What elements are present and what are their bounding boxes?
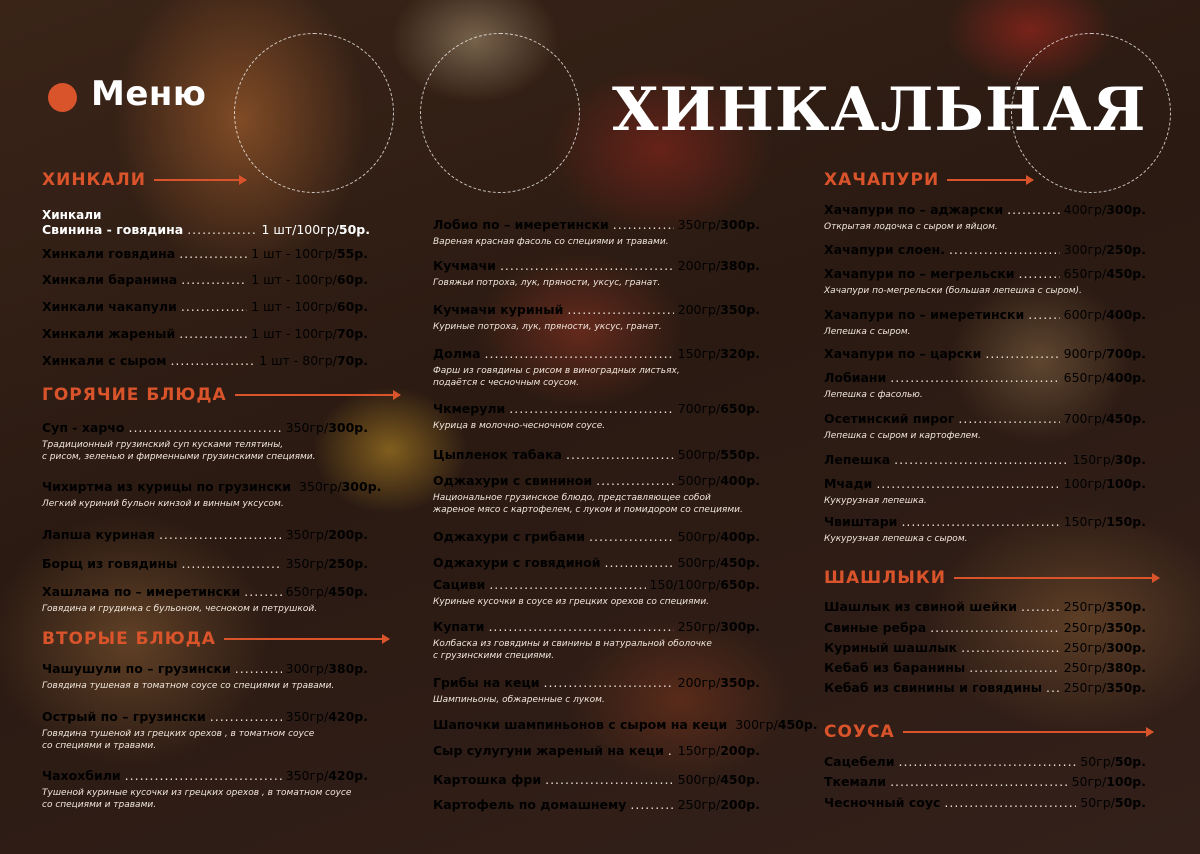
item-price: 420р. <box>328 709 368 724</box>
item-name: Суп - харчо <box>42 420 125 435</box>
menu-item <box>433 217 760 232</box>
item-weight: 650гр/ <box>285 584 329 599</box>
item-weight: 150гр/ <box>1063 514 1107 529</box>
item-weight: 1 шт - 100гр/ <box>251 272 337 287</box>
section-khinkali <box>42 170 246 190</box>
item-weight: 250гр/ <box>1063 660 1107 675</box>
item-price: 380р. <box>328 661 368 676</box>
item-weight: 50гр/ <box>1080 795 1115 810</box>
item-description: Тушеной куриные кусочки из грецких орехов , в томатном соусе <box>42 788 352 798</box>
leader-dots <box>613 217 674 232</box>
item-price: 450р. <box>328 584 368 599</box>
menu-item <box>433 401 760 416</box>
item-name: Цыпленок табака <box>433 447 562 462</box>
item-weight: 1 шт - 100гр/ <box>251 326 337 341</box>
item-description: Говядина тушеная в томатном соусе со специями и травами. <box>42 681 335 691</box>
item-price: 250р. <box>328 556 368 571</box>
menu-item <box>42 420 368 435</box>
item-weight: 50гр/ <box>1080 754 1115 769</box>
item-price: 30р. <box>1114 452 1146 467</box>
menu-item <box>433 447 760 462</box>
item-weight: 650гр/ <box>1063 370 1107 385</box>
menu-item-row <box>42 222 370 237</box>
item-weight: 250гр/ <box>1063 680 1107 695</box>
item-description: Лепешка с фасолью. <box>824 390 923 400</box>
item-description: жареное мясо с картофелем, с луком и помидором со специями. <box>433 505 743 515</box>
item-price: 650р. <box>720 577 760 592</box>
item-price: 250р. <box>1106 242 1146 257</box>
menu-item <box>42 527 368 542</box>
item-name: Хачапури по – имеретински <box>824 307 1025 322</box>
item-weight: 200гр/ <box>677 302 721 317</box>
item-price: 700р. <box>1106 346 1146 361</box>
item-weight: 100гр/ <box>1063 476 1107 491</box>
leader-dots <box>235 661 282 676</box>
item-weight: 500гр/ <box>677 473 721 488</box>
item-price: 450р. <box>1106 411 1146 426</box>
item-description: Говядина и грудинка с бульоном, чесноком и петрушкой. <box>42 604 318 614</box>
item-name: Оджахури с грибами <box>433 529 586 544</box>
leader-dots <box>181 272 247 287</box>
item-description: Куриные кусочки в соусе из грецких орехов со специями. <box>433 597 710 607</box>
menu-item <box>433 717 818 732</box>
section-shashlik <box>824 568 1159 588</box>
decorative-circle <box>234 33 394 193</box>
menu-item <box>433 772 760 787</box>
item-description: Вареная красная фасоль со специями и травами. <box>433 237 669 247</box>
item-name: Мчади <box>824 476 873 491</box>
menu-item <box>42 556 368 571</box>
item-price: 350р. <box>1106 680 1146 695</box>
menu-item <box>433 529 760 544</box>
menu-item <box>824 266 1146 281</box>
item-name: Хачапури слоен. <box>824 242 945 257</box>
menu-title: Меню <box>91 74 207 114</box>
item-description: с грузинскими специями. <box>433 651 555 661</box>
item-name: Оджахури с свининои <box>433 473 593 488</box>
item-price: 50р. <box>338 222 370 237</box>
item-weight: 150гр/ <box>677 743 721 758</box>
item-weight: 1 шт - 100гр/ <box>251 246 337 261</box>
item-name: Хачапури по – мегрельски <box>824 266 1015 281</box>
item-price: 60р. <box>336 299 368 314</box>
item-name: Хачапури по – царски <box>824 346 982 361</box>
leader-dots <box>567 302 673 317</box>
item-weight: 250гр/ <box>677 797 721 812</box>
menu-item <box>824 307 1146 322</box>
leader-dots <box>589 529 674 544</box>
item-price: 320р. <box>720 346 760 361</box>
item-weight: 350гр/ <box>285 768 329 783</box>
item-weight: 400гр/ <box>1063 202 1107 217</box>
menu-item <box>824 680 1146 695</box>
section-title: ХАЧАПУРИ <box>824 170 940 190</box>
brand-title: ХИНКАЛЬНАЯ <box>612 75 1147 145</box>
item-name: Хинкали <box>42 208 102 222</box>
item-price: 300р. <box>328 420 368 435</box>
item-price: 650р. <box>720 401 760 416</box>
item-description: Легкий куриний бульон кинзой и винным уксусом. <box>42 499 284 509</box>
section-second <box>42 629 389 649</box>
item-description: Лепешка с сыром. <box>824 327 911 337</box>
item-name: Борщ из говядины <box>42 556 178 571</box>
item-price: 200р. <box>328 527 368 542</box>
item-weight: 700гр/ <box>1063 411 1107 426</box>
item-price: 400р. <box>720 473 760 488</box>
item-name: Осетинский пирог <box>824 411 955 426</box>
item-weight: 200гр/ <box>677 258 721 273</box>
section-sauces <box>824 722 1153 742</box>
menu-item <box>433 346 760 361</box>
leader-dots <box>1021 599 1060 614</box>
item-name: Оджахури с говядиной <box>433 555 601 570</box>
item-price: 400р. <box>1106 307 1146 322</box>
leader-dots <box>630 797 673 812</box>
menu-item <box>42 584 368 599</box>
item-description: Фарш из говядины с рисом в виноградных листьях, <box>433 366 680 376</box>
menu-item <box>42 709 368 724</box>
menu-item <box>42 768 368 783</box>
menu-item <box>824 660 1146 675</box>
menu-item <box>824 476 1146 491</box>
decorative-circle <box>420 33 580 193</box>
leader-dots <box>894 452 1068 467</box>
item-price: 50р. <box>1114 795 1146 810</box>
menu-item <box>824 599 1146 614</box>
leader-dots <box>181 299 247 314</box>
leader-dots <box>898 754 1076 769</box>
menu-item <box>433 619 760 634</box>
section-hot <box>42 385 400 405</box>
item-price: 350р. <box>720 675 760 690</box>
item-name: Хинкали чакапули <box>42 299 177 314</box>
menu-item <box>824 202 1146 217</box>
leader-dots <box>187 222 257 237</box>
section-khachapuri <box>824 170 1033 190</box>
item-weight: 250гр/ <box>1063 640 1107 655</box>
item-weight: 500гр/ <box>677 772 721 787</box>
item-name: Картофель по домашнему <box>433 797 627 812</box>
menu-item <box>433 555 760 570</box>
item-weight: 600гр/ <box>1063 307 1107 322</box>
leader-dots <box>179 326 247 341</box>
menu-item <box>42 661 368 676</box>
item-description: с рисом, зеленью и фирменными грузинскими специями. <box>42 452 316 462</box>
item-weight: 500гр/ <box>677 555 721 570</box>
menu-item <box>42 272 368 287</box>
item-weight: 300гр/ <box>735 717 778 732</box>
leader-dots <box>596 473 674 488</box>
leader-dots <box>985 346 1059 361</box>
menu-item <box>42 246 368 261</box>
item-price: 70р. <box>336 353 368 368</box>
item-description: Традиционный грузинский суп кусками телятины, <box>42 440 284 450</box>
menu-item <box>824 370 1146 385</box>
arrow-icon <box>224 638 389 640</box>
leader-dots <box>901 514 1059 529</box>
item-name: Сацебели <box>824 754 895 769</box>
item-weight: 150гр/ <box>1072 452 1115 467</box>
item-description: Кукурузная лепешка. <box>824 496 927 506</box>
item-price: 450р. <box>777 717 818 732</box>
leader-dots <box>1046 680 1060 695</box>
leader-dots <box>509 401 673 416</box>
menu-item <box>433 473 760 488</box>
item-weight: 350гр/ <box>285 556 329 571</box>
item-description: Курица в молочно-чесночном соусе. <box>433 421 606 431</box>
item-weight: 350гр/ <box>285 527 329 542</box>
menu-bullet-icon <box>48 83 77 112</box>
item-weight: 500гр/ <box>677 447 721 462</box>
item-price: 450р. <box>720 772 760 787</box>
arrow-icon <box>235 394 400 396</box>
menu-item <box>42 479 382 494</box>
menu-item <box>42 208 370 237</box>
item-description: Говядина тушеной из грецких орехов , в томатном соусе <box>42 729 315 739</box>
item-description: со специями и травами. <box>42 800 157 810</box>
item-weight: 700гр/ <box>677 401 721 416</box>
leader-dots <box>930 620 1059 635</box>
item-weight: 350гр/ <box>285 709 329 724</box>
menu-item <box>824 411 1146 426</box>
item-name: Кебаб из баранины <box>824 660 966 675</box>
leader-dots <box>170 353 255 368</box>
leader-dots <box>244 584 281 599</box>
item-price: 350р. <box>1106 599 1146 614</box>
leader-dots <box>566 447 674 462</box>
item-weight: 1 шт - 100гр/ <box>251 299 337 314</box>
arrow-icon <box>154 179 246 181</box>
item-weight: 250гр/ <box>1063 599 1107 614</box>
item-name: Хачапури по – аджарски <box>824 202 1004 217</box>
item-weight: 350гр/ <box>285 420 329 435</box>
item-weight: 300гр/ <box>285 661 329 676</box>
item-price: 300р. <box>341 479 382 494</box>
item-price: 300р. <box>720 217 760 232</box>
item-price: 350р. <box>1106 620 1146 635</box>
section-title: ХИНКАЛИ <box>42 170 146 190</box>
item-weight: 900гр/ <box>1063 346 1107 361</box>
leader-dots <box>488 619 673 634</box>
item-name: Ткемали <box>824 774 887 789</box>
menu-item <box>824 640 1146 655</box>
menu-item <box>433 797 760 812</box>
leader-dots <box>668 743 674 758</box>
section-title: ВТОРЫЕ БЛЮДА <box>42 629 216 649</box>
item-weight: 350гр/ <box>677 217 721 232</box>
item-weight: 150/100гр/ <box>649 577 721 592</box>
item-name: Грибы на кеци <box>433 675 540 690</box>
menu-item <box>42 299 368 314</box>
item-weight: 300гр/ <box>1063 242 1107 257</box>
item-description: со специями и травами. <box>42 741 157 751</box>
leader-dots <box>210 709 282 724</box>
item-description: Говяжьи потроха, лук, пряности, уксус, гранат. <box>433 278 661 288</box>
item-price: 150р. <box>1106 514 1146 529</box>
item-weight: 200гр/ <box>677 675 721 690</box>
item-weight: 150гр/ <box>677 346 721 361</box>
item-name: Хинкали говядина <box>42 246 176 261</box>
item-price: 100р. <box>1106 774 1146 789</box>
menu-item <box>824 346 1146 361</box>
item-name: Купати <box>433 619 485 634</box>
item-description: подаётся с чесночным соусом. <box>433 378 579 388</box>
menu-item <box>824 514 1146 529</box>
item-price: 400р. <box>1106 370 1146 385</box>
leader-dots <box>489 577 645 592</box>
item-name: Чесночный соус <box>824 795 941 810</box>
item-price: 380р. <box>1106 660 1146 675</box>
item-name: Кучмачи <box>433 258 496 273</box>
item-name: Хинкали с сыром <box>42 353 167 368</box>
item-name: Лепешка <box>824 452 891 467</box>
item-name: Чашушули по – грузински <box>42 661 231 676</box>
leader-dots <box>876 476 1059 491</box>
item-name: Хинкали жареный <box>42 326 176 341</box>
item-price: 420р. <box>328 768 368 783</box>
menu-item <box>433 258 760 273</box>
menu-item <box>433 743 760 758</box>
arrow-icon <box>954 577 1159 579</box>
menu-item <box>433 577 760 592</box>
section-title: СОУСА <box>824 722 895 742</box>
item-name: Лапша куриная <box>42 527 155 542</box>
leader-dots <box>944 795 1076 810</box>
leader-dots <box>500 258 674 273</box>
item-price: 100р. <box>1106 476 1146 491</box>
leader-dots <box>543 675 673 690</box>
menu-item <box>42 353 368 368</box>
item-description: Лепешка с сыром и картофелем. <box>824 431 981 441</box>
item-name: Куриный шашлык <box>824 640 958 655</box>
item-price: 380р. <box>720 258 760 273</box>
item-name: Чкмерули <box>433 401 506 416</box>
menu-item <box>824 620 1146 635</box>
item-name: Хинкали баранина <box>42 272 178 287</box>
item-description: Национальное грузинское блюдо, представляющее собой <box>433 493 711 503</box>
item-name: Лобио по – имеретински <box>433 217 609 232</box>
menu-item <box>824 795 1146 810</box>
item-price: 450р. <box>1106 266 1146 281</box>
item-price: 300р. <box>1106 202 1146 217</box>
leader-dots <box>1007 202 1060 217</box>
section-title: ШАШЛЫКИ <box>824 568 947 588</box>
item-price: 200р. <box>720 743 760 758</box>
item-price: 60р. <box>336 272 368 287</box>
menu-item <box>824 242 1146 257</box>
item-name: Долма <box>433 346 481 361</box>
item-name: Чихиртма из курицы по грузински <box>42 479 292 494</box>
leader-dots <box>125 768 282 783</box>
item-weight: 50гр/ <box>1071 774 1107 789</box>
leader-dots <box>949 242 1060 257</box>
item-name: Шашлык из свиной шейки <box>824 599 1017 614</box>
leader-dots <box>605 555 674 570</box>
leader-dots <box>961 640 1060 655</box>
item-price: 70р. <box>336 326 368 341</box>
leader-dots <box>1018 266 1059 281</box>
item-name: Шапочки шампиньонов с сыром на кеци <box>433 717 728 732</box>
item-name: Лобиани <box>824 370 887 385</box>
menu-item <box>824 774 1146 789</box>
item-price: 55р. <box>336 246 368 261</box>
leader-dots <box>890 370 1059 385</box>
item-weight: 1 шт - 80гр/ <box>259 353 337 368</box>
item-description: Колбаска из говядины и свинины в натуральной оболочке <box>433 639 712 649</box>
item-price: 400р. <box>720 529 760 544</box>
item-name: Кучмачи куриный <box>433 302 564 317</box>
menu-item <box>433 675 760 690</box>
item-weight: 250гр/ <box>1063 620 1107 635</box>
item-name: Картошка фри <box>433 772 542 787</box>
leader-dots <box>969 660 1059 675</box>
item-name: Хашлама по – имеретински <box>42 584 241 599</box>
item-weight: 500гр/ <box>677 529 721 544</box>
item-name: Сациви <box>433 577 486 592</box>
leader-dots <box>545 772 674 787</box>
item-name: Свиные ребра <box>824 620 927 635</box>
section-title: ГОРЯЧИЕ БЛЮДА <box>42 385 227 405</box>
item-price: 200р. <box>720 797 760 812</box>
leader-dots <box>181 556 281 571</box>
item-price: 300р. <box>1106 640 1146 655</box>
item-name: Свинина - говядина <box>42 222 184 237</box>
arrow-icon <box>903 731 1153 733</box>
item-name: Кебаб из свинины и говядины <box>824 680 1043 695</box>
item-description: Открытая лодочка с сыром и яйцом. <box>824 222 998 232</box>
item-name: Сыр сулугуни жареный на кеци <box>433 743 664 758</box>
item-description: Кукурузная лепешка с сыром. <box>824 534 968 544</box>
item-price: 550р. <box>720 447 760 462</box>
menu-item <box>42 326 368 341</box>
item-price: 50р. <box>1114 754 1146 769</box>
leader-dots <box>128 420 281 435</box>
leader-dots <box>179 246 247 261</box>
item-description: Хачапури по-мегрельски (большая лепешка с сыром). <box>824 286 1082 296</box>
menu-item <box>433 302 760 317</box>
item-name: Чвиштари <box>824 514 898 529</box>
leader-dots <box>159 527 282 542</box>
item-weight: 1 шт/100гр/ <box>261 222 339 237</box>
menu-item <box>824 452 1146 467</box>
item-weight: 650гр/ <box>1063 266 1107 281</box>
menu-item <box>824 754 1146 769</box>
item-description: Шампиньоны, обжаренные с луком. <box>433 695 605 705</box>
leader-dots <box>1028 307 1059 322</box>
item-price: 450р. <box>720 555 760 570</box>
item-description: Куриные потроха, лук, пряности, уксус, гранат. <box>433 322 662 332</box>
leader-dots <box>485 346 674 361</box>
item-weight: 250гр/ <box>677 619 721 634</box>
leader-dots <box>958 411 1059 426</box>
item-price: 300р. <box>720 619 760 634</box>
item-name: Чахохбили <box>42 768 121 783</box>
leader-dots <box>890 774 1068 789</box>
item-name: Острый по – грузински <box>42 709 206 724</box>
item-price: 350р. <box>720 302 760 317</box>
item-weight: 350гр/ <box>299 479 342 494</box>
arrow-icon <box>947 179 1033 181</box>
